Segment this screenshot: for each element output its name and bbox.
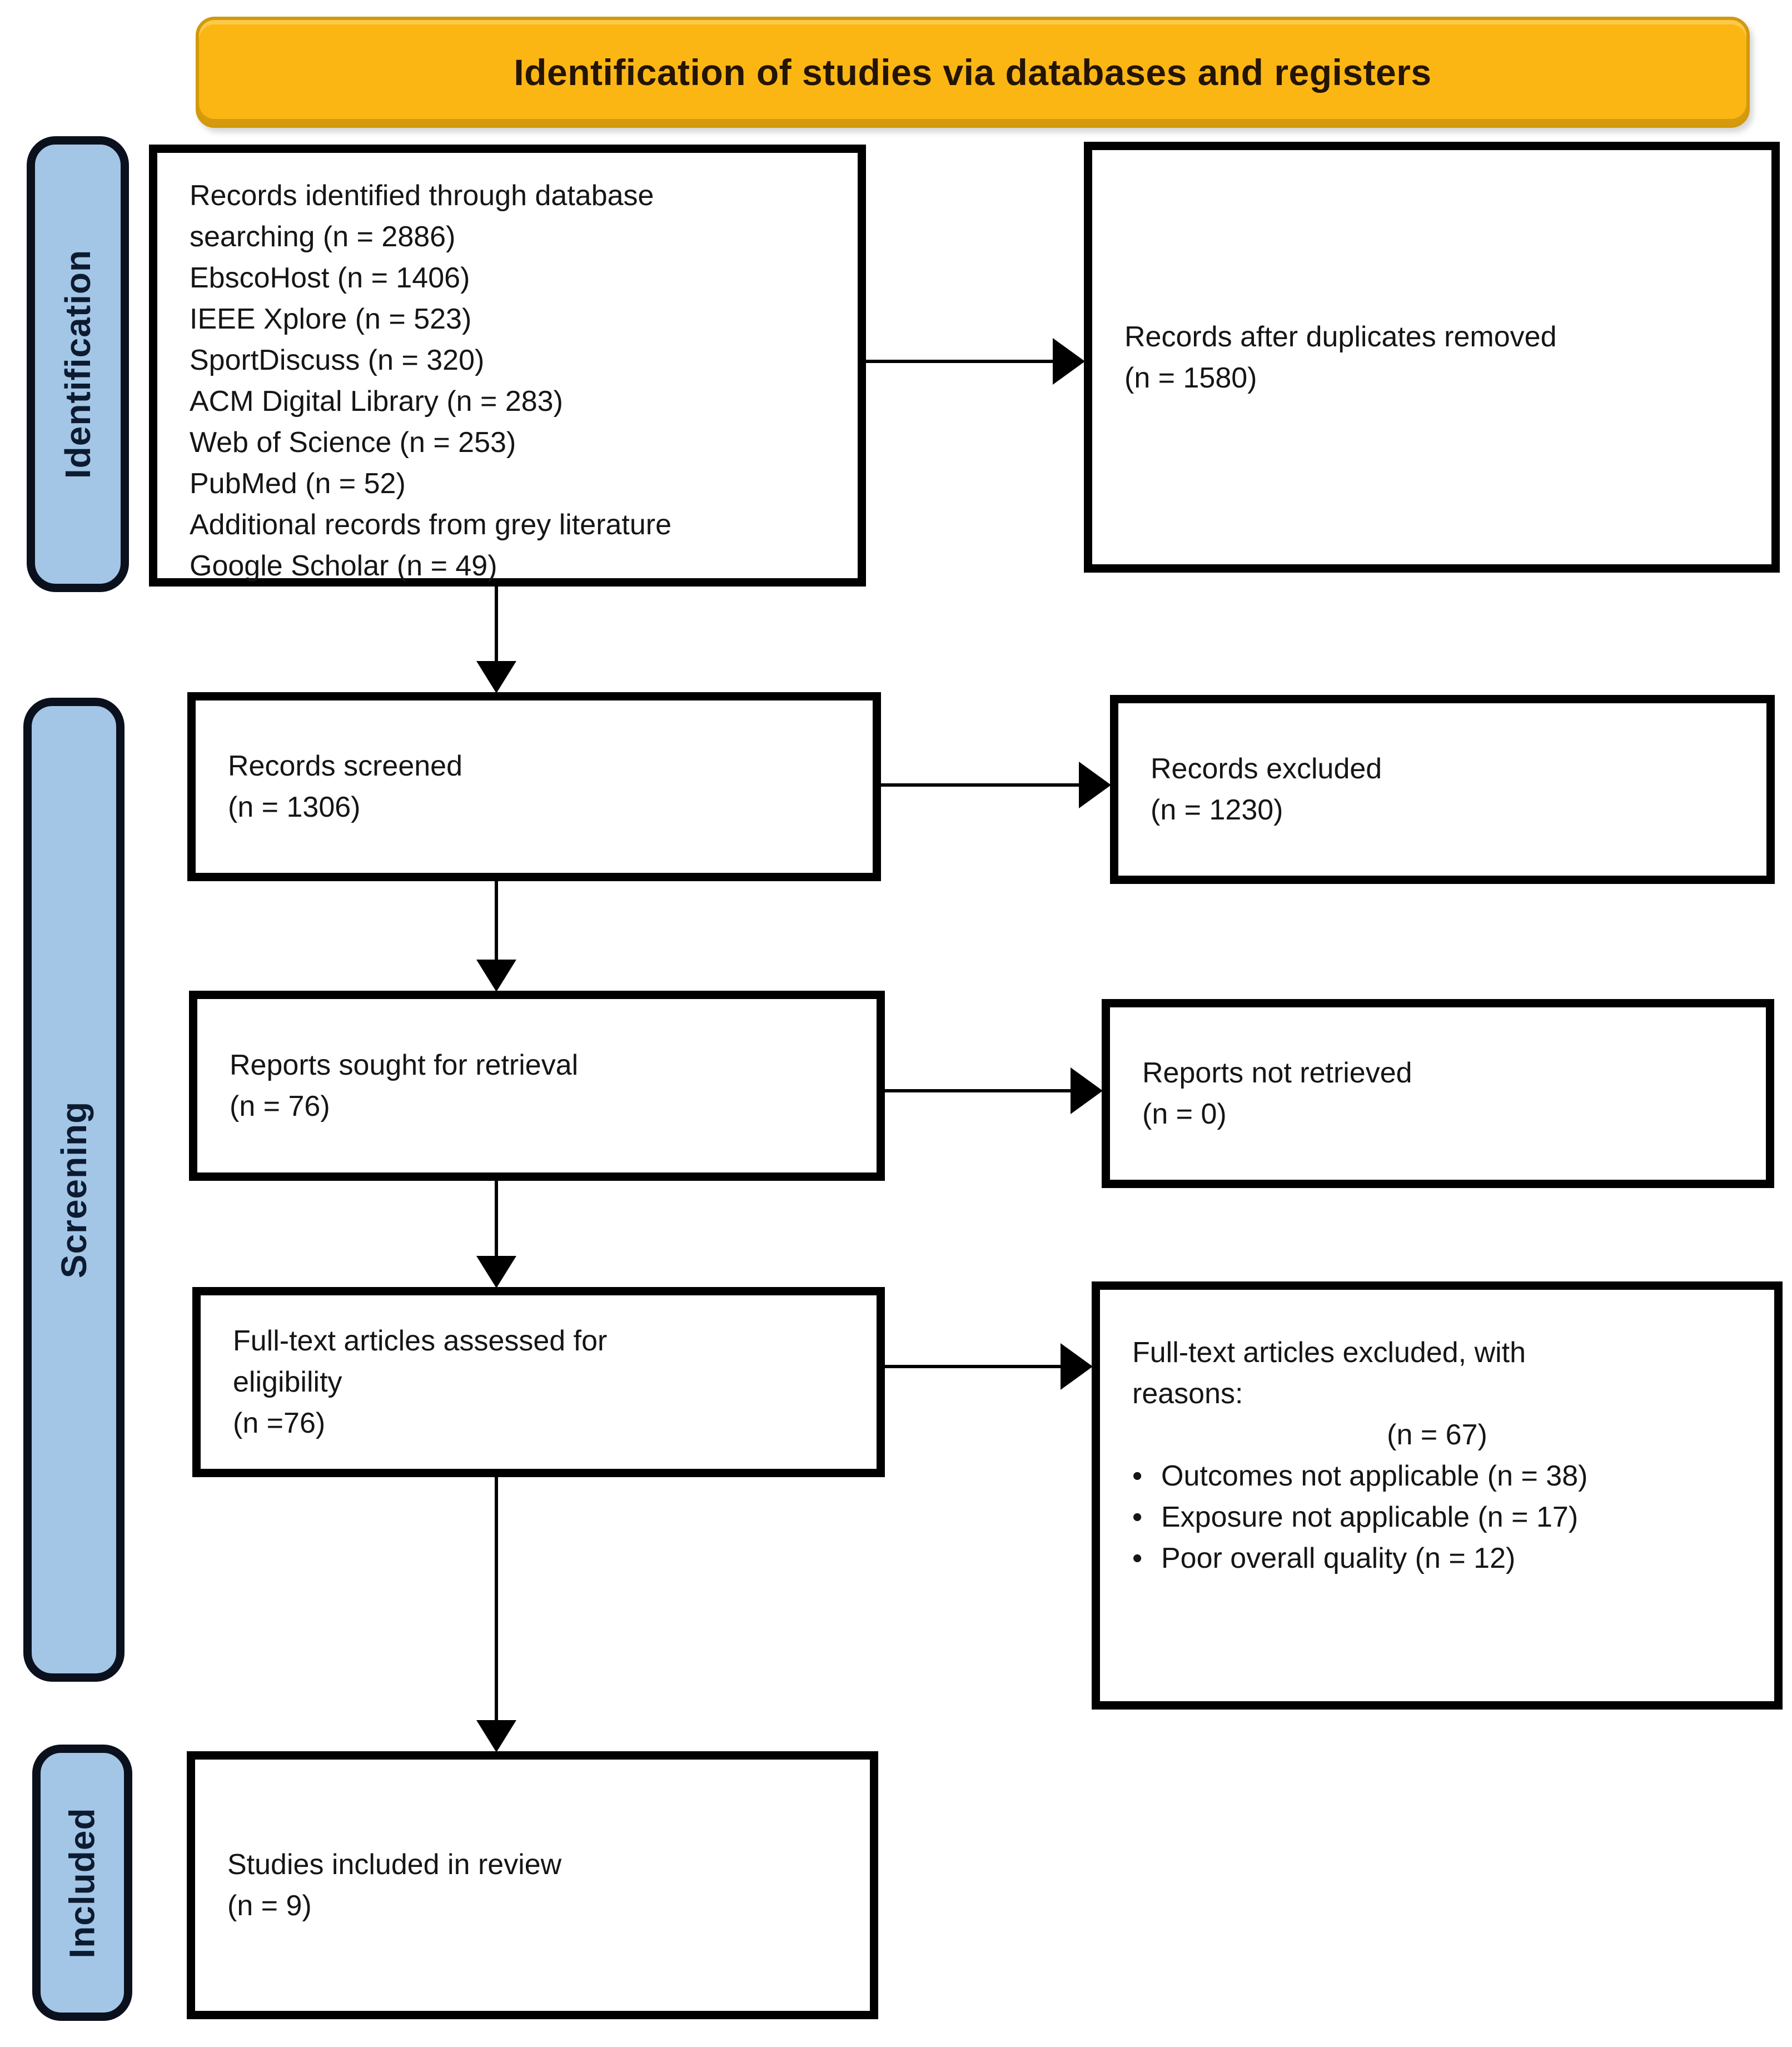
box-records-screened <box>187 692 881 881</box>
arrowhead-down-icon <box>476 1720 516 1752</box>
excluded-reason-text: Outcomes not applicable (n = 38) <box>1161 1460 1588 1492</box>
box-line: searching (n = 2886) <box>190 221 456 253</box>
box-line: Reports not retrieved <box>1142 1057 1412 1089</box>
arrowhead-right-icon <box>1079 762 1111 808</box>
excluded-reason-text: Exposure not applicable (n = 17) <box>1161 1501 1579 1533</box>
box-line: Full-text articles excluded, with <box>1132 1336 1526 1369</box>
excluded-reason-item <box>1132 1497 1742 1538</box>
box-reports-sought <box>189 991 885 1181</box>
stage-bar-identification <box>27 136 129 592</box>
arrow-identified-to-duplicates-removed <box>864 360 1055 363</box>
box-line: (n = 1580) <box>1124 361 1257 394</box>
box-line: (n = 1230) <box>1151 794 1283 826</box>
stage-label-identification: Identification <box>58 249 98 479</box>
box-line: (n = 1306) <box>228 791 361 823</box>
box-line: Records identified through database <box>190 180 654 212</box>
arrowhead-down-icon <box>476 1256 516 1288</box>
arrow-screened-to-excluded <box>879 783 1081 787</box>
bullet-icon: • <box>1132 1501 1143 1533</box>
arrowhead-right-icon <box>1061 1343 1093 1390</box>
box-line: PubMed (n = 52) <box>190 468 406 500</box>
box-reports-not-retrieved <box>1102 999 1774 1188</box>
box-line: reasons: <box>1132 1378 1243 1410</box>
arrowhead-right-icon <box>1071 1067 1103 1114</box>
bullet-icon: • <box>1132 1460 1143 1492</box>
stage-bar-included <box>32 1745 132 2021</box>
excluded-reason-text: Poor overall quality (n = 12) <box>1161 1542 1516 1574</box>
box-fulltext-excluded <box>1092 1281 1783 1710</box>
arrow-screened-to-sought <box>495 881 498 962</box>
arrowhead-down-icon <box>476 661 516 693</box>
box-records-identified <box>149 145 866 587</box>
box-line: Web of Science (n = 253) <box>190 426 516 459</box>
arrowhead-right-icon <box>1053 338 1085 385</box>
stage-label-included: Included <box>62 1807 102 1959</box>
box-fulltext-assessed <box>192 1287 885 1477</box>
bullet-icon: • <box>1132 1542 1143 1574</box>
box-line: EbscoHost (n = 1406) <box>190 262 470 294</box>
arrow-identified-to-screened <box>495 585 498 663</box>
banner-title: Identification of studies via databases and registers <box>514 52 1432 93</box>
banner <box>196 17 1750 128</box>
box-line: (n = 0) <box>1142 1098 1227 1130</box>
box-line: Additional records from grey literature <box>190 509 672 541</box>
arrowhead-down-icon <box>476 960 516 992</box>
stage-bar-screening <box>23 698 125 1682</box>
box-records-excluded <box>1110 695 1775 884</box>
box-line: Full-text articles assessed for <box>233 1325 608 1357</box>
box-line: eligibility <box>233 1366 342 1398</box>
arrow-sought-to-not-retrieved <box>883 1089 1073 1092</box>
box-line: Studies included in review <box>227 1849 562 1881</box>
box-duplicates-removed <box>1084 142 1780 573</box>
arrow-assessed-to-included <box>495 1477 498 1722</box>
box-line: IEEE Xplore (n = 523) <box>190 303 472 335</box>
excluded-reason-item <box>1132 1538 1742 1579</box>
box-line: Records excluded <box>1151 753 1382 785</box>
box-line: SportDiscuss (n = 320) <box>190 344 485 376</box>
box-line: ACM Digital Library (n = 283) <box>190 385 563 418</box>
stage-label-screening: Screening <box>54 1101 94 1279</box>
box-line: (n = 76) <box>230 1090 330 1122</box>
box-line: (n = 9) <box>227 1890 312 1922</box>
excluded-reason-item <box>1132 1455 1742 1497</box>
box-line: Records after duplicates removed <box>1124 320 1557 353</box>
box-line: Google Scholar (n = 49) <box>190 550 497 582</box>
arrow-sought-to-assessed <box>495 1181 498 1258</box>
box-line: (n =76) <box>233 1407 326 1439</box>
box-studies-included <box>187 1751 878 2019</box>
excluded-count-line: (n = 67) <box>1387 1419 1487 1451</box>
arrow-assessed-to-fulltext-excluded <box>883 1365 1063 1368</box>
box-line: Records screened <box>228 750 462 782</box>
box-line: Reports sought for retrieval <box>230 1049 579 1081</box>
